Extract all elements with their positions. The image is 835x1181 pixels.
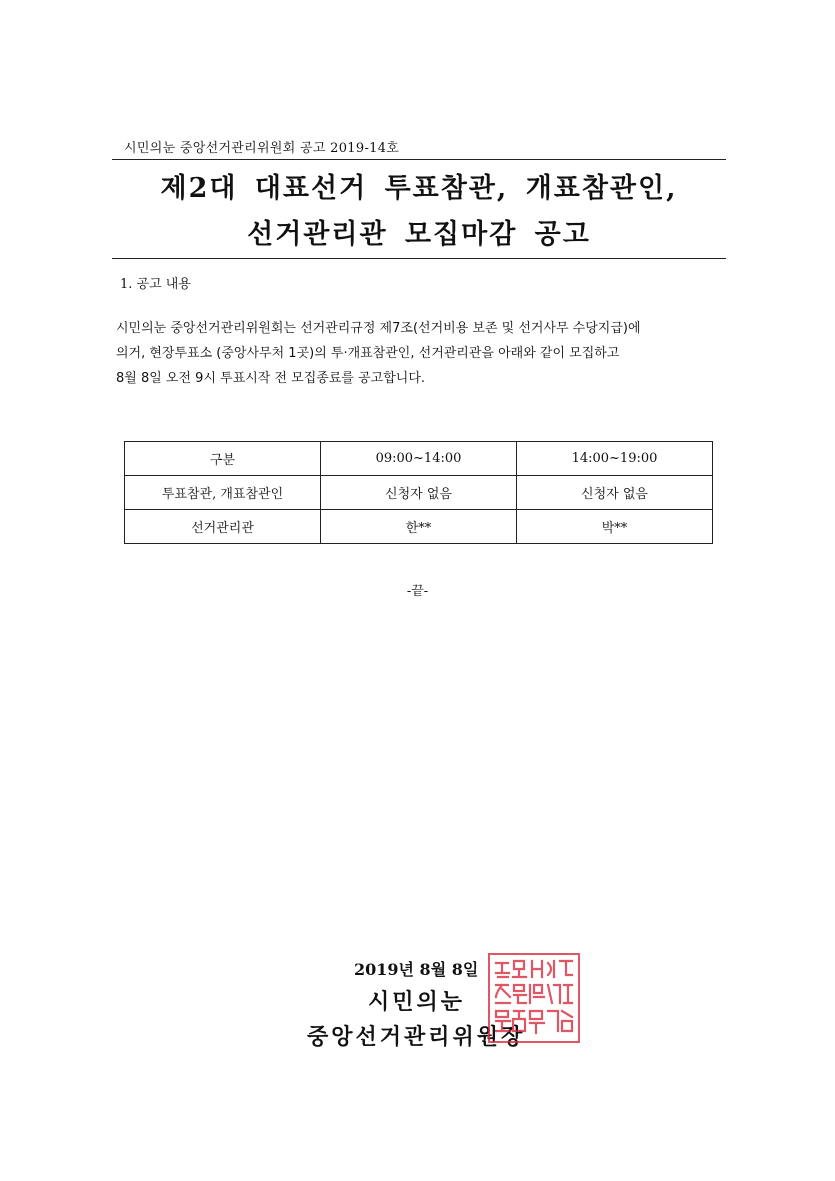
seal-icon — [490, 955, 577, 1040]
table-cell: 박** — [517, 510, 713, 544]
body-line-1: 시민의눈 중앙선거관리위원회는 선거관리규정 제7조(선거비용 보존 및 선거사무 수당지급)에 — [116, 321, 641, 336]
signature-org-line-2: 중앙선거관리위원장 — [307, 1024, 526, 1050]
table-header-cell: 09:00~14:00 — [321, 442, 517, 476]
table-row — [125, 476, 713, 510]
body-line-2: 의거, 현장투표소 (중앙사무처 1곳)의 투·개표참관인, 선거관리관을 아래와 같이 모집하고 — [116, 346, 620, 361]
table-cell: 한** — [321, 510, 517, 544]
table-header-cell: 구분 — [125, 442, 321, 476]
recruitment-table — [124, 441, 713, 544]
title-rule — [112, 258, 726, 259]
table-header-cell: 14:00~19:00 — [517, 442, 713, 476]
signature-org-line-1: 시민의눈 — [368, 989, 466, 1015]
title-line-1: 제2대 대표선거 투표참관, 개표참관인, — [160, 173, 678, 204]
table-row — [125, 510, 713, 544]
top-rule — [112, 159, 726, 160]
body-line-3: 8월 8일 오전 9시 투표시작 전 모집종료를 공고합니다. — [116, 371, 426, 386]
title-line-2: 선거관리관 모집마감 공고 — [247, 219, 591, 250]
official-seal — [488, 953, 580, 1043]
end-mark: -끝- — [406, 584, 429, 599]
announcement-body — [116, 316, 736, 391]
section-heading: 1. 공고 내용 — [120, 277, 191, 292]
document-number: 시민의눈 중앙선거관리위원회 공고 2019-14호 — [124, 141, 400, 156]
table-cell: 신청자 없음 — [517, 476, 713, 510]
table-cell: 선거관리관 — [125, 510, 321, 544]
signature-date: 2019년 8월 8일 — [354, 960, 479, 979]
table-header-row — [125, 442, 713, 476]
table-cell: 신청자 없음 — [321, 476, 517, 510]
table-cell: 투표참관, 개표참관인 — [125, 476, 321, 510]
